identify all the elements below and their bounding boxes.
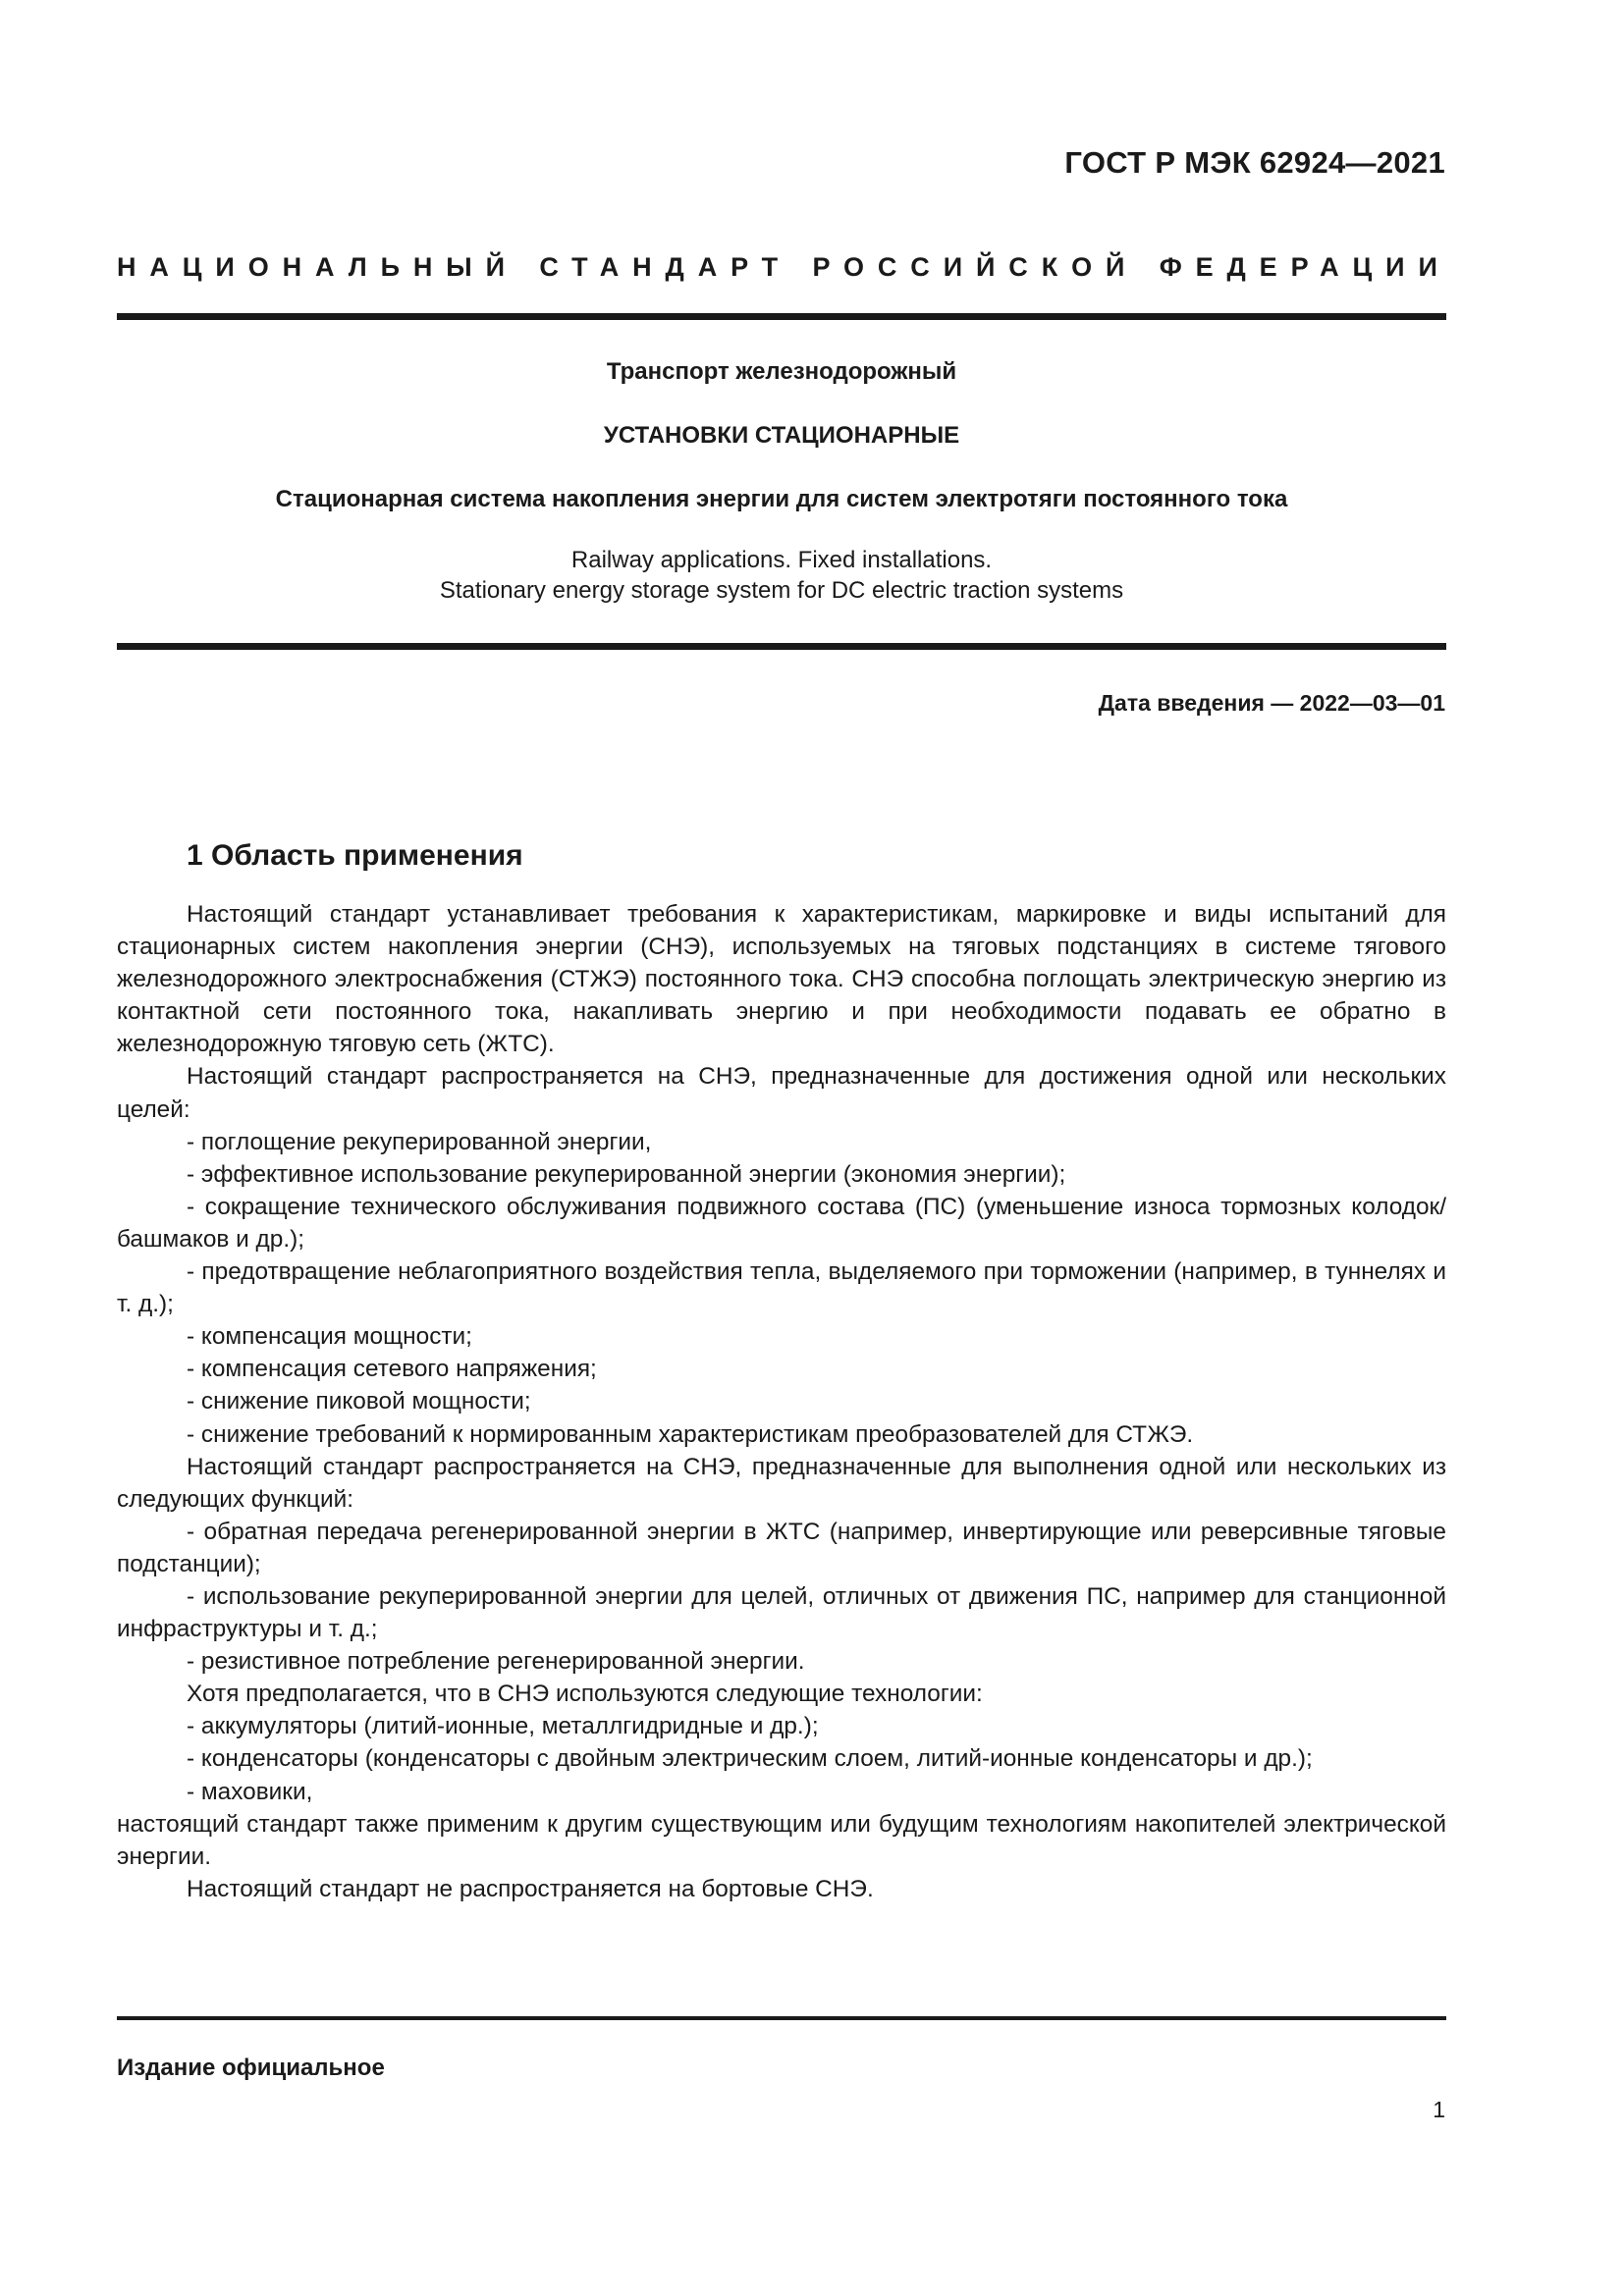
list-item: - компенсация сетевого напряжения; xyxy=(187,1356,597,1383)
footer-rule xyxy=(117,2016,1446,2020)
paragraph: Настоящий стандарт не распространяется на бортовые СНЭ. xyxy=(187,1875,874,1902)
list-item: - конденсаторы (конденсаторы с двойным электрическим слоем, литий-ионные конденсаторы и др.); xyxy=(187,1745,1313,1773)
list-item: - эффективное использование рекуперированной энергии (экономия энергии); xyxy=(187,1160,1066,1188)
top-rule xyxy=(117,313,1446,320)
page-number: 1 xyxy=(1433,2097,1445,2122)
official-edition-label: Издание официальное xyxy=(117,2055,385,2081)
paragraph: Настоящий стандарт распространяется на СНЭ, предназначенные для выполнения одной или нескольких из следующих функций: xyxy=(117,1453,1446,1513)
document-code: ГОСТ Р МЭК 62924—2021 xyxy=(1064,145,1445,180)
list-item: - снижение требований к нормированным характеристикам преобразователей для СТЖЭ. xyxy=(187,1420,1194,1448)
list-item: - компенсация мощности; xyxy=(187,1323,472,1351)
section-body xyxy=(117,898,1446,1905)
paragraph: Настоящий стандарт устанавливает требования к характеристикам, маркировке и виды испытаний для стационарных систем накопления энергии (СНЭ), используемых на тяговых подстанциях в системе тягового железнодорожного электроснабжения (СТЖЭ) постоянного тока. СНЭ способна поглощать электрическую энергию из контактной сети постоянного тока, накапливать энергию и при необходимости подавать ее обратно в железнодорожную тяговую сеть (ЖТС). xyxy=(117,901,1446,1058)
section-title: 1 Область применения xyxy=(187,839,523,872)
english-title-line-1: Railway applications. Fixed installations. xyxy=(570,547,993,573)
introduction-date: Дата введения — 2022—03—01 xyxy=(1098,690,1445,716)
list-item: - резистивное потребление регенерированной энергии. xyxy=(187,1648,805,1676)
english-title-line-2: Stationary energy storage system for DC electric traction systems xyxy=(439,577,1124,604)
standard-title: Стационарная система накопления энергии для систем электротяги постоянного тока xyxy=(275,486,1288,512)
standard-subcategory: УСТАНОВКИ СТАЦИОНАРНЫЕ xyxy=(603,422,960,449)
paragraph: Настоящий стандарт распространяется на СНЭ, предназначенные для достижения одной или нескольких целей: xyxy=(117,1063,1446,1123)
paragraph: настоящий стандарт также применим к другим существующим или будущим технологиям накопителей электрической энергии. xyxy=(117,1810,1446,1870)
list-item: - использование рекуперированной энергии для целей, отличных от движения ПС, например для станционной инфраструктуры и т. д.; xyxy=(117,1582,1446,1643)
list-item: - поглощение рекуперированной энергии, xyxy=(187,1128,652,1155)
list-item: - маховики, xyxy=(187,1778,313,1805)
list-item: - сокращение технического обслуживания подвижного состава (ПС) (уменьшение износа тормозных колодок/башмаков и др.); xyxy=(117,1193,1446,1253)
list-item: - обратная передача регенерированной энергии в ЖТС (например, инвертирующие или реверсивные тяговые подстанции); xyxy=(117,1518,1446,1577)
title-block-rule xyxy=(117,643,1446,650)
standard-category: Транспорт железнодорожный xyxy=(606,358,957,385)
list-item: - предотвращение неблагоприятного воздействия тепла, выделяемого при торможении (например, в туннелях и т. д.); xyxy=(117,1258,1446,1318)
list-item: - аккумуляторы (литий-ионные, металлгидридные и др.); xyxy=(187,1713,819,1740)
national-standard-heading: НАЦИОНАЛЬНЫЙ СТАНДАРТ РОССИЙСКОЙ ФЕДЕРАЦИИ xyxy=(117,252,1451,282)
paragraph: Хотя предполагается, что в СНЭ используются следующие технологии: xyxy=(187,1681,983,1708)
list-item: - снижение пиковой мощности; xyxy=(187,1388,531,1415)
